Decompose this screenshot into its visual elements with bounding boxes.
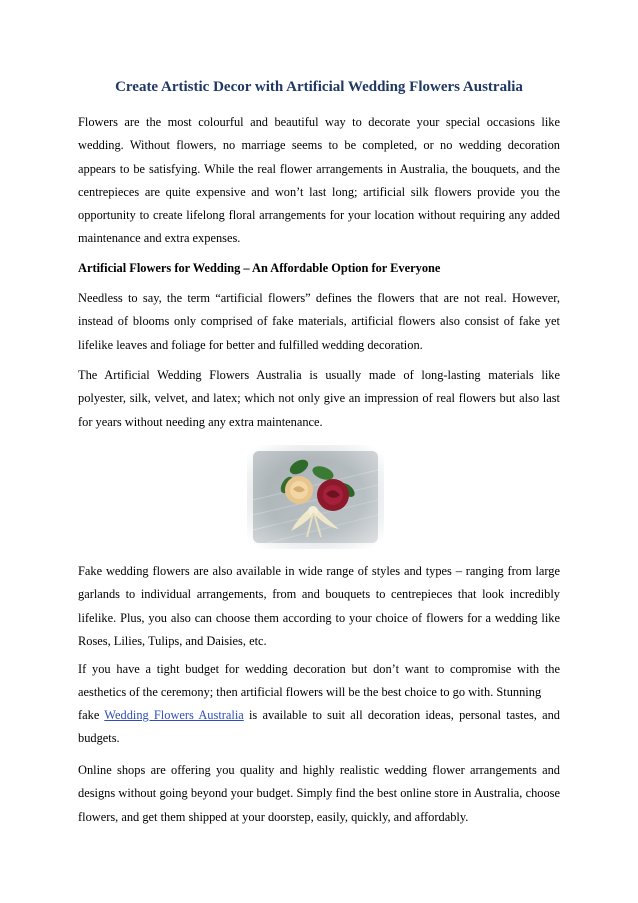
paragraph-artificial-definition: Needless to say, the term “artificial flowers” defines the flowers that are not real. However, instead of blooms only comprised of fake materials, artificial flowers also consist of fake yet lifelike leaves and foliage for better and fulfilled wedding decoration. xyxy=(78,291,560,352)
page-title: Create Artistic Decor with Artificial Wedding Flowers Australia xyxy=(115,79,523,95)
link-prefix: fake xyxy=(78,708,105,722)
link-suffix: is available to suit all decoration ideas, personal tastes, and budgets. xyxy=(78,708,560,746)
wedding-flowers-link[interactable]: Wedding Flowers Australia xyxy=(104,708,244,722)
section-heading: Artificial Flowers for Wedding – An Affordable Option for Everyone xyxy=(78,261,441,275)
paragraph-budget: If you have a tight budget for wedding decoration but don’t want to compromise with the aesthetics of the ceremony; then artificial flowers will be the best choice to go with. Stunning xyxy=(78,662,560,700)
corsage-photo-icon xyxy=(247,445,384,549)
intro-paragraph: Flowers are the most colourful and beautiful way to decorate your special occasions like wedding. Without flowers, no marriage seems to be completed, or no wedding decoration appears to be satisfying. While the real flower arrangements in Australia, the bouquets, and the centrepieces are quite expensive and won’t last long; artificial silk flowers provide you the opportunity to create lifelong floral arrangements for your location without requiring any added maintenance and extra expenses. xyxy=(78,115,560,246)
paragraph-styles: Fake wedding flowers are also available in wide range of styles and types – ranging from large garlands to individual arrangements, from and bouquets to centrepieces that look incredibly lifelike. Plus, you also can choose them according to your choice of flowers for a wedding like Roses, Lilies, Tulips, and Daisies, etc. xyxy=(78,564,560,648)
paragraph-materials: The Artificial Wedding Flowers Australia is usually made of long-lasting materials like polyester, silk, velvet, and latex; which not only give an impression of real flowers but also last for years without needing any extra maintenance. xyxy=(78,368,560,429)
paragraph-link xyxy=(78,704,560,751)
paragraph-online-shops: Online shops are offering you quality and highly realistic wedding flower arrangements and designs without going beyond your budget. Simply find the best online store in Australia, choose flowers, and get them shipped at your doorstep, easily, quickly, and affordably. xyxy=(78,763,560,824)
